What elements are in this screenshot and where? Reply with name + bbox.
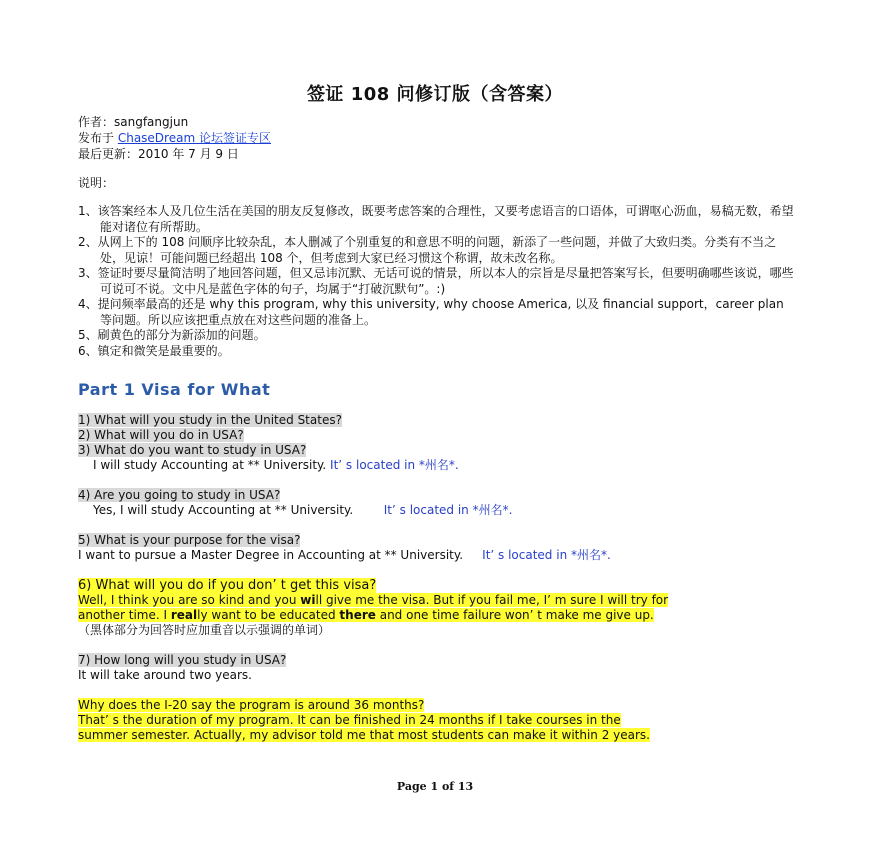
document-title: 签证 108 问修订版（含答案） — [306, 84, 564, 105]
qa-block-1 — [78, 413, 798, 473]
updated-line: 最后更新：2010 年 7 月 9 日 — [78, 147, 239, 161]
question: 3) What do you want to study in USA? — [78, 443, 307, 457]
qa-block-4 — [78, 488, 798, 518]
question: 2) What will you do in USA? — [78, 428, 244, 442]
note-item: 4、提问频率最高的还是 why this program, why this university, why choose America, 以及 financial support，career plan 等问题。所以应该把重点放在对这些问题的准备上。 — [78, 297, 784, 327]
note-item: 2、从网上下的 108 问顺序比较杂乱，本人删减了个别重复的和意思不明的问题，新添了一些问题，并做了大致归类。分类有不当之处，见谅！可能问题已经超出 108 个，但考虑到大家已经习惯这个称谓，故未改名称。 — [78, 235, 777, 265]
qa-block-5 — [78, 533, 798, 563]
explain-heading: 说明： — [78, 176, 115, 190]
question-highlight: Why does the I-20 say the program is around 36 months? — [78, 698, 425, 712]
qa-block-7 — [78, 653, 798, 683]
section-heading: Part 1 Visa for What — [78, 380, 271, 399]
author-line: 作者：sangfangjun — [78, 115, 189, 129]
note-item: 3、签证时要尽量简洁明了地回答问题，但又忌讳沉默、无话可说的情景，所以本人的宗旨是尽量把答案写长，但要明确哪些该说，哪些可说可不说。文中凡是蓝色字体的句子，均属于“打破沉默句”。:) — [78, 266, 794, 296]
notes-list — [78, 204, 798, 359]
note-item: 5、刷黄色的部分为新添加的问题。 — [78, 328, 266, 342]
question: 1) What will you study in the United States? — [78, 413, 342, 427]
chasedream-link[interactable]: ChaseDream 论坛签证专区 — [117, 131, 271, 145]
answer: Yes, I will study Accounting at ** University. — [93, 503, 384, 517]
answer-highlight: Well, I think you are so kind and you will give me the visa. But if you fail me, I’ m sure I will try for — [78, 593, 669, 607]
note-item: 6、镇定和微笑是最重要的。 — [78, 343, 230, 358]
answer-blue: It’ s located in *州名*. — [330, 458, 459, 472]
published-prefix: 发布于 — [78, 131, 118, 145]
answer: It will take around two years. — [78, 668, 252, 682]
question: 5) What is your purpose for the visa? — [78, 533, 301, 547]
note-item: 1、该答案经本人及几位生活在美国的朋友反复修改，既要考虑答案的合理性，又要考虑语言的口语体，可谓呕心沥血，易稿无数，希望能对诸位有所帮助。 — [78, 204, 794, 234]
qa-block-6 — [78, 578, 798, 638]
answer-highlight: another time. I really want to be educated there and one time failure won’ t make me give up. — [78, 608, 654, 622]
page-footer: Page 1 of 13 — [396, 780, 474, 793]
emphasis-note: （黑体部分为回答时应加重音以示强调的单词） — [78, 623, 331, 637]
answer-blue: It’ s located in *州名*. — [482, 548, 611, 562]
document-meta — [78, 114, 271, 162]
question: 4) Are you going to study in USA? — [78, 488, 281, 502]
question: 7) How long will you study in USA? — [78, 653, 287, 667]
answer-blue: It’ s located in *州名*. — [383, 503, 513, 517]
answer-highlight: summer semester. Actually, my advisor told me that most students can make it within 2 years. — [78, 728, 650, 742]
answer: I will study Accounting at ** University. — [93, 458, 331, 472]
answer-highlight: That’ s the duration of my program. It can be finished in 24 months if I take courses in the — [78, 713, 621, 727]
qa-block-8 — [78, 698, 798, 743]
published-line — [78, 130, 271, 146]
question-highlight: 6) What will you do if you don’ t get this visa? — [78, 578, 377, 593]
answer: I want to pursue a Master Degree in Accounting at ** University. — [78, 548, 483, 562]
